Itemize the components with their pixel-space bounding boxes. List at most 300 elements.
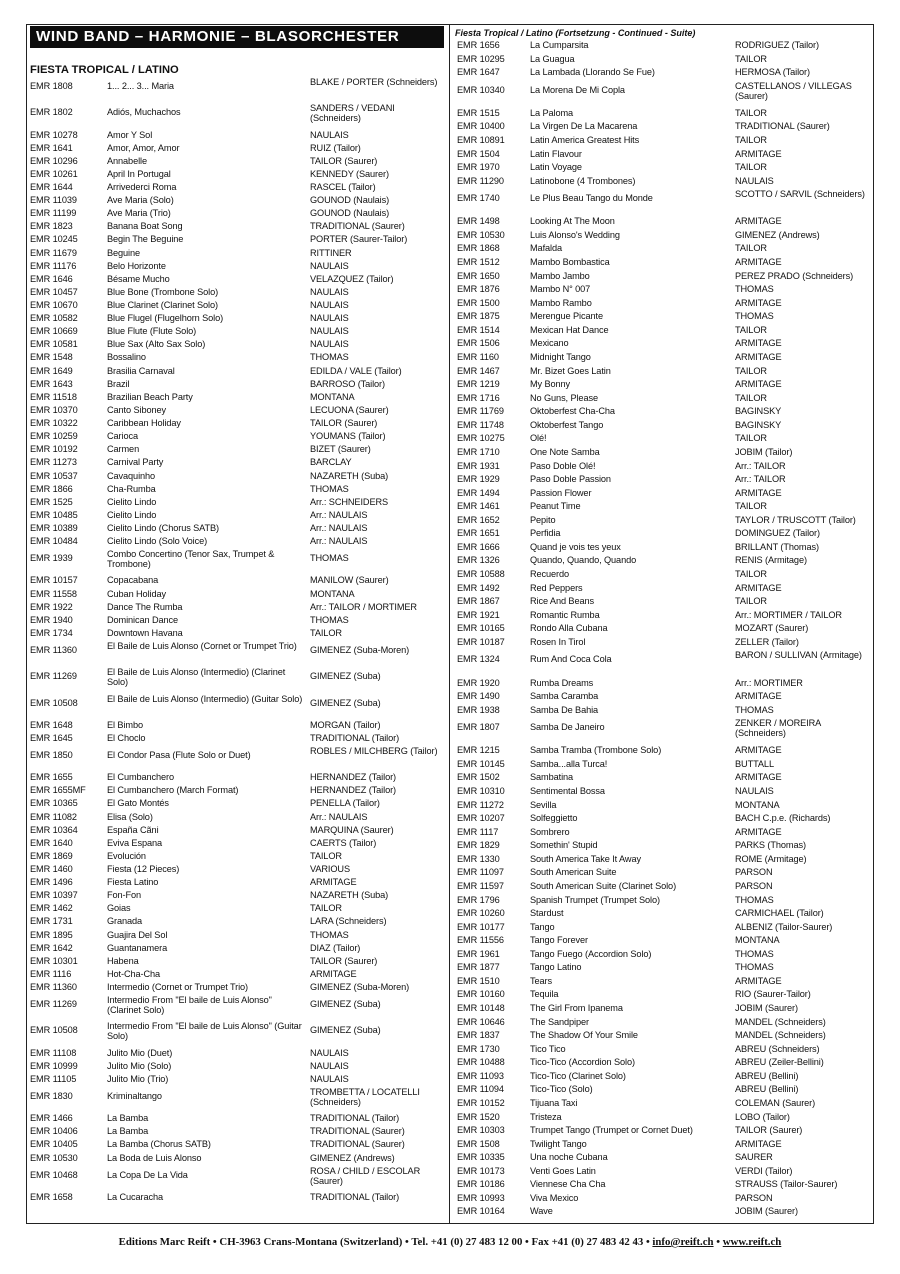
banner-title: WIND BAND – HARMONIE – BLASORCHESTER	[30, 26, 444, 48]
piece-title: Fiesta (12 Pieces)	[107, 864, 180, 874]
list-item	[30, 484, 446, 497]
piece-title: Cha-Rumba	[107, 483, 156, 494]
catalog-code: EMR 10160	[457, 989, 505, 1000]
composer: NAULAIS	[735, 175, 774, 186]
footer-email-link[interactable]: info@reift.ch	[652, 1236, 714, 1248]
catalog-code: EMR 1731	[30, 916, 73, 927]
composer: THOMAS	[735, 962, 774, 973]
piece-title: Venti Goes Latin	[530, 1165, 596, 1176]
piece-title: Amor, Amor, Amor	[107, 142, 180, 153]
piece-title: Annabelle	[107, 155, 147, 166]
catalog-code: EMR 10405	[30, 1139, 78, 1150]
list-item	[30, 379, 446, 392]
list-item	[455, 433, 870, 447]
catalog-code: EMR 1656	[457, 40, 500, 50]
catalog-code: EMR 10508	[30, 697, 78, 708]
catalog-code: EMR 1650	[457, 270, 500, 281]
list-item	[455, 108, 870, 122]
list-item	[455, 257, 870, 271]
catalog-code: EMR 1462	[30, 903, 73, 914]
catalog-code: EMR 1646	[30, 273, 73, 284]
list-item	[455, 406, 870, 420]
catalog-code: EMR 11082	[30, 811, 77, 822]
composer: BAGINSKY	[735, 419, 782, 430]
list-item	[30, 615, 446, 628]
right-column	[455, 26, 870, 1220]
piece-title: Carnival Party	[107, 457, 164, 468]
catalog-code: EMR 10207	[457, 813, 505, 824]
composer: VARIOUS	[310, 864, 350, 874]
list-item	[30, 864, 446, 877]
piece-title: Mambo Jambo	[530, 270, 590, 281]
piece-title: Mambo N° 007	[530, 284, 591, 295]
list-item	[455, 840, 870, 854]
catalog-code: EMR 1641	[30, 142, 73, 153]
composer: LOBO (Tailor)	[735, 1111, 790, 1122]
composer: Arr.: TAILOR	[735, 460, 786, 471]
composer: PENELLA (Tailor)	[310, 798, 380, 809]
list-item	[455, 1044, 870, 1058]
composer: ABREU (Schneiders)	[735, 1043, 820, 1054]
piece-title: Hot-Cha-Cha	[107, 968, 161, 979]
catalog-code: EMR 1504	[457, 148, 500, 159]
piece-title: The Girl From Ipanema	[530, 1003, 623, 1013]
catalog-code: EMR 1508	[457, 1138, 500, 1149]
composer: ARMITAGE	[735, 338, 782, 349]
list-item	[30, 169, 446, 182]
list-item	[30, 77, 446, 103]
piece-title: Caribbean Holiday	[107, 418, 181, 428]
catalog-code: EMR 10389	[30, 523, 78, 533]
composer: TAILOR (Saurer)	[310, 955, 378, 966]
composer: TAILOR (Saurer)	[310, 155, 378, 166]
list-item	[30, 510, 446, 523]
catalog-code: EMR 1466	[30, 1113, 73, 1124]
catalog-code: EMR 10993	[457, 1192, 505, 1203]
list-item	[455, 176, 870, 190]
list-item	[455, 718, 870, 745]
piece-title: Rondo Alla Cubana	[530, 623, 608, 634]
catalog-code: EMR 10397	[30, 890, 78, 901]
piece-title: Olé!	[530, 433, 547, 444]
catalog-list-left	[30, 77, 446, 1205]
composer: TAILOR	[735, 569, 767, 579]
catalog-code: EMR 11093	[457, 1070, 504, 1081]
piece-title: Rumba Dreams	[530, 677, 594, 688]
piece-title: Blue Sax (Alto Sax Solo)	[107, 339, 206, 350]
list-item	[30, 313, 446, 326]
catalog-code: EMR 1837	[457, 1030, 500, 1041]
composer: NAULAIS	[310, 339, 349, 350]
catalog-code: EMR 10370	[30, 404, 78, 415]
list-item	[30, 274, 446, 287]
composer: NAULAIS	[310, 300, 349, 310]
composer: RASCEL (Tailor)	[310, 181, 376, 192]
list-item	[30, 785, 446, 798]
list-item	[30, 418, 446, 431]
catalog-code: EMR 1500	[457, 297, 500, 308]
piece-title: Passion Flower	[530, 487, 592, 498]
composer: ARMITAGE	[735, 487, 782, 498]
composer: Arr.: TAILOR / MORTIMER	[310, 601, 417, 612]
catalog-code: EMR 1920	[457, 677, 500, 688]
composer: RITTINER	[310, 247, 352, 258]
catalog-code: EMR 10245	[30, 234, 78, 245]
piece-title: Canto Siboney	[107, 404, 166, 415]
list-item	[30, 261, 446, 274]
footer-separator: •	[713, 1236, 723, 1248]
composer: VERDI (Tailor)	[735, 1165, 793, 1176]
list-item	[30, 930, 446, 943]
composer: GIMENEZ (Suba-Moren)	[310, 982, 410, 992]
piece-title: Peanut Time	[530, 501, 581, 512]
list-item	[30, 1048, 446, 1061]
list-item	[455, 650, 870, 677]
piece-title: La Bamba (Chorus SATB)	[107, 1139, 211, 1150]
piece-title: Tango Latino	[530, 962, 582, 973]
composer: BAGINSKY	[735, 406, 782, 417]
catalog-code: EMR 10581	[30, 339, 78, 350]
catalog-code: EMR 10164	[457, 1206, 505, 1217]
composer: TAILOR	[735, 134, 767, 145]
list-item	[30, 1087, 446, 1113]
list-item	[30, 628, 446, 641]
piece-title: La Boda de Luis Alonso	[107, 1152, 202, 1163]
piece-title: Quand je vois tes yeux	[530, 541, 621, 552]
catalog-code: EMR 1492	[457, 582, 500, 593]
list-item	[30, 694, 446, 720]
list-item	[30, 143, 446, 156]
piece-title: Habena	[107, 955, 139, 966]
piece-title: El Choclo	[107, 732, 146, 743]
list-item	[455, 474, 870, 488]
catalog-code: EMR 1961	[457, 948, 500, 959]
list-item	[30, 431, 446, 444]
list-item	[455, 1152, 870, 1166]
list-item	[30, 1113, 446, 1126]
piece-title: Adiós, Muchachos	[107, 107, 181, 118]
composer: TAILOR	[735, 243, 767, 254]
composer: DOMINGUEZ (Tailor)	[735, 528, 820, 539]
list-item	[455, 637, 870, 651]
catalog-code: EMR 11273	[30, 457, 77, 468]
piece-title: Mexicano	[530, 338, 569, 349]
list-item	[30, 720, 446, 733]
piece-title: No Guns, Please	[530, 392, 598, 403]
piece-title: El Baile de Luis Alonso (Intermedio) (Guitar Solo)	[107, 693, 303, 704]
catalog-code: EMR 1808	[30, 81, 73, 91]
catalog-code: EMR 1829	[457, 840, 500, 851]
catalog-code: EMR 1640	[30, 837, 73, 848]
composer: VELAZQUEZ (Tailor)	[310, 273, 394, 284]
catalog-code: EMR 1644	[30, 181, 73, 192]
composer: STRAUSS (Tailor-Saurer)	[735, 1179, 838, 1190]
composer: Arr.: TAILOR	[735, 474, 786, 484]
piece-title: Blue Flute (Flute Solo)	[107, 326, 197, 337]
piece-title: Blue Clarinet (Clarinet Solo)	[107, 300, 218, 310]
list-item	[30, 916, 446, 929]
catalog-code: EMR 11097	[457, 867, 504, 878]
catalog-code: EMR 11108	[30, 1047, 77, 1058]
composer: GIMENEZ (Andrews)	[735, 229, 820, 240]
catalog-code: EMR 10485	[30, 509, 78, 520]
piece-title: Rosen In Tirol	[530, 636, 586, 647]
composer: TAILOR	[735, 53, 767, 64]
composer: MONTANA	[310, 588, 355, 599]
piece-title: La Copa De La Vida	[107, 1169, 188, 1180]
catalog-code: EMR 10364	[30, 824, 78, 835]
list-item	[30, 300, 446, 313]
composer: TRADITIONAL (Tailor)	[310, 1191, 400, 1202]
composer: THOMAS	[735, 704, 774, 715]
composer: NAZARETH (Suba)	[310, 470, 389, 481]
catalog-code: EMR 10187	[457, 636, 505, 647]
list-item	[455, 935, 870, 949]
catalog-code: EMR 10530	[457, 229, 505, 240]
piece-title: South American Suite	[530, 867, 617, 878]
list-item	[455, 1084, 870, 1098]
piece-title: Bésame Mucho	[107, 273, 170, 284]
catalog-code: EMR 11176	[30, 260, 77, 271]
catalog-code: EMR 11360	[30, 982, 77, 992]
piece-title: Le Plus Beau Tango du Monde	[530, 193, 653, 204]
composer: ARMITAGE	[735, 379, 782, 390]
list-item	[455, 922, 870, 936]
composer: YOUMANS (Tailor)	[310, 431, 386, 442]
catalog-code: EMR 10259	[30, 431, 78, 442]
catalog-code: EMR 11269	[30, 999, 77, 1010]
composer: SAURER	[735, 1152, 773, 1163]
catalog-code: EMR 1666	[457, 541, 500, 552]
composer: SCOTTO / SARVIL (Schneiders)	[735, 189, 865, 200]
piece-title: La Morena De Mi Copla	[530, 84, 625, 95]
piece-title: Cavaquinho	[107, 470, 156, 481]
piece-title: Fiesta Latino	[107, 877, 159, 888]
composer: TRADITIONAL (Saurer)	[310, 1139, 405, 1150]
catalog-code: EMR 1929	[457, 474, 500, 484]
piece-title: Combo Concertino (Tenor Sax, Trumpet & Trombone)	[107, 549, 275, 570]
footer-web-link[interactable]: www.reift.ch	[722, 1236, 782, 1248]
piece-title: El Gato Montés	[107, 798, 169, 809]
list-item	[455, 800, 870, 814]
composer: MANDEL (Schneiders)	[735, 1030, 826, 1041]
list-item	[30, 497, 446, 510]
piece-title: 1... 2... 3... Maria	[107, 81, 174, 91]
piece-title: South America Take It Away	[530, 853, 641, 864]
composer: TAILOR (Saurer)	[310, 418, 378, 428]
composer: JOBIM (Saurer)	[735, 1206, 798, 1217]
catalog-code: EMR 1866	[30, 483, 73, 494]
list-item	[30, 1153, 446, 1166]
list-item	[455, 149, 870, 163]
list-item	[455, 1166, 870, 1180]
list-item	[455, 1179, 870, 1193]
catalog-code: EMR 1460	[30, 864, 73, 874]
composer: CARMICHAEL (Tailor)	[735, 908, 824, 918]
composer: TRADITIONAL (Tailor)	[310, 1113, 400, 1124]
list-item	[30, 1074, 446, 1087]
piece-title: Arrivederci Roma	[107, 181, 177, 192]
catalog-code: EMR 10457	[30, 286, 78, 297]
piece-title: Copacabana	[107, 575, 159, 586]
composer: TRADITIONAL (Saurer)	[310, 1126, 405, 1137]
list-item	[30, 1126, 446, 1139]
catalog-code: EMR 1510	[457, 975, 500, 986]
piece-title: Trumpet Tango (Trumpet or Cornet Duet)	[530, 1125, 693, 1136]
list-item	[455, 311, 870, 325]
piece-title: Tico Tico	[530, 1043, 566, 1054]
composer: TRADITIONAL (Saurer)	[310, 221, 405, 232]
list-item	[30, 1021, 446, 1047]
list-item	[455, 542, 870, 556]
catalog-code: EMR 1921	[457, 609, 500, 620]
list-item	[455, 420, 870, 434]
piece-title: El Bimbo	[107, 719, 143, 730]
piece-title: La Virgen De La Macarena	[530, 121, 638, 132]
catalog-code: EMR 1716	[457, 392, 500, 403]
catalog-code: EMR 10999	[30, 1060, 78, 1071]
catalog-code: EMR 10157	[30, 575, 78, 586]
composer: MONTANA	[735, 935, 780, 946]
catalog-code: EMR 10537	[30, 470, 78, 481]
composer: BIZET (Saurer)	[310, 444, 371, 455]
catalog-code: EMR 1324	[457, 654, 500, 665]
composer: ROBLES / MILCHBERG (Tailor)	[310, 745, 438, 756]
composer: RODRIGUEZ (Tailor)	[735, 40, 819, 50]
catalog-code: EMR 1515	[457, 107, 500, 118]
catalog-code: EMR 1875	[457, 311, 500, 322]
list-item	[30, 812, 446, 825]
catalog-code: EMR 1938	[457, 704, 500, 715]
list-item	[30, 287, 446, 300]
piece-title: Viennese Cha Cha	[530, 1179, 606, 1190]
composer: ARMITAGE	[735, 216, 782, 227]
piece-title: El Baile de Luis Alonso (Cornet or Trumpet Trio)	[107, 641, 297, 651]
list-item	[455, 447, 870, 461]
composer: BRILLANT (Thomas)	[735, 541, 819, 552]
piece-title: La Bamba	[107, 1126, 149, 1137]
composer: ARMITAGE	[735, 1138, 782, 1149]
composer: PARSON	[735, 1192, 773, 1203]
list-item	[455, 555, 870, 569]
composer: ARMITAGE	[735, 826, 782, 837]
piece-title: Guajira Del Sol	[107, 929, 168, 940]
list-item	[455, 583, 870, 597]
catalog-code: EMR 10891	[457, 134, 505, 145]
composer: KENNEDY (Saurer)	[310, 168, 389, 179]
catalog-code: EMR 10152	[457, 1097, 505, 1108]
list-item	[30, 471, 446, 484]
list-item	[455, 596, 870, 610]
catalog-code: EMR 10295	[457, 53, 505, 64]
composer: ARMITAGE	[735, 772, 782, 783]
list-item	[30, 1192, 446, 1205]
list-item	[455, 67, 870, 81]
piece-title: Goias	[107, 903, 131, 914]
catalog-code: EMR 10173	[457, 1165, 505, 1176]
catalog-code: EMR 11769	[457, 406, 504, 417]
composer: HERNANDEZ (Tailor)	[310, 785, 396, 796]
piece-title: Mr. Bizet Goes Latin	[530, 365, 611, 376]
list-item	[30, 943, 446, 956]
list-item	[30, 457, 446, 470]
column-divider	[449, 24, 450, 1224]
list-item	[30, 405, 446, 418]
catalog-code: EMR 11290	[457, 175, 504, 186]
piece-title: Eviva Espana	[107, 837, 162, 848]
list-item	[455, 54, 870, 68]
list-item	[455, 1112, 870, 1126]
list-item	[30, 982, 446, 995]
composer: GIMENEZ (Suba)	[310, 1025, 381, 1036]
catalog-code: EMR 10468	[30, 1169, 78, 1180]
composer: Arr.: MORTIMER / TAILOR	[735, 609, 842, 620]
list-item	[455, 216, 870, 230]
list-item	[30, 444, 446, 457]
composer: HERNANDEZ (Tailor)	[310, 772, 396, 783]
piece-title: South American Suite (Clarinet Solo)	[530, 880, 677, 891]
list-item	[30, 326, 446, 339]
composer: PEREZ PRADO (Schneiders)	[735, 270, 854, 281]
composer: Arr.: NAULAIS	[310, 811, 368, 822]
list-item	[455, 1125, 870, 1139]
catalog-code: EMR 1740	[457, 193, 500, 204]
catalog-code: EMR 1730	[457, 1043, 500, 1054]
catalog-code: EMR 10275	[457, 433, 505, 444]
list-item	[455, 379, 870, 393]
composer: TAILOR	[735, 501, 767, 512]
list-item	[30, 575, 446, 588]
piece-title: Dominican Dance	[107, 614, 179, 625]
piece-title: Blue Flugel (Flugelhorn Solo)	[107, 313, 224, 324]
catalog-code: EMR 1939	[30, 553, 73, 564]
catalog-code: EMR 1512	[457, 257, 500, 267]
list-item	[455, 135, 870, 149]
composer: BARON / SULLIVAN (Armitage)	[735, 650, 862, 661]
composer: BARROSO (Tailor)	[310, 378, 385, 389]
piece-title: Cielito Lindo (Chorus SATB)	[107, 523, 220, 533]
catalog-code: EMR 1710	[457, 446, 500, 457]
piece-title: Sevilla	[530, 799, 557, 810]
composer: NAULAIS	[310, 286, 349, 297]
composer: NAULAIS	[310, 1047, 349, 1058]
list-item	[455, 827, 870, 841]
piece-title: Carioca	[107, 431, 138, 442]
catalog-code: EMR 10588	[457, 569, 505, 579]
piece-title: Sambatina	[530, 772, 574, 783]
catalog-code: EMR 1655	[30, 772, 73, 783]
list-item	[455, 908, 870, 922]
piece-title: Cuban Holiday	[107, 588, 166, 599]
composer: THOMAS	[310, 553, 349, 564]
piece-title: Perfidia	[530, 528, 561, 539]
piece-title: La Lambada (Llorando Se Fue)	[530, 67, 655, 78]
composer: MONTANA	[735, 799, 780, 810]
piece-title: Paso Doble Olé!	[530, 460, 596, 471]
piece-title: Sombrero	[530, 826, 570, 837]
catalog-code: EMR 11748	[457, 419, 504, 430]
catalog-code: EMR 1219	[457, 379, 500, 390]
composer: ARMITAGE	[735, 297, 782, 308]
composer: TAILOR	[735, 107, 767, 118]
piece-title: Carmen	[107, 444, 140, 455]
catalog-code: EMR 1922	[30, 601, 73, 612]
catalog-code: EMR 1658	[30, 1191, 73, 1202]
piece-title: Samba Caramba	[530, 691, 599, 701]
list-item	[455, 1071, 870, 1085]
list-item	[30, 903, 446, 916]
composer: NAULAIS	[735, 786, 774, 796]
